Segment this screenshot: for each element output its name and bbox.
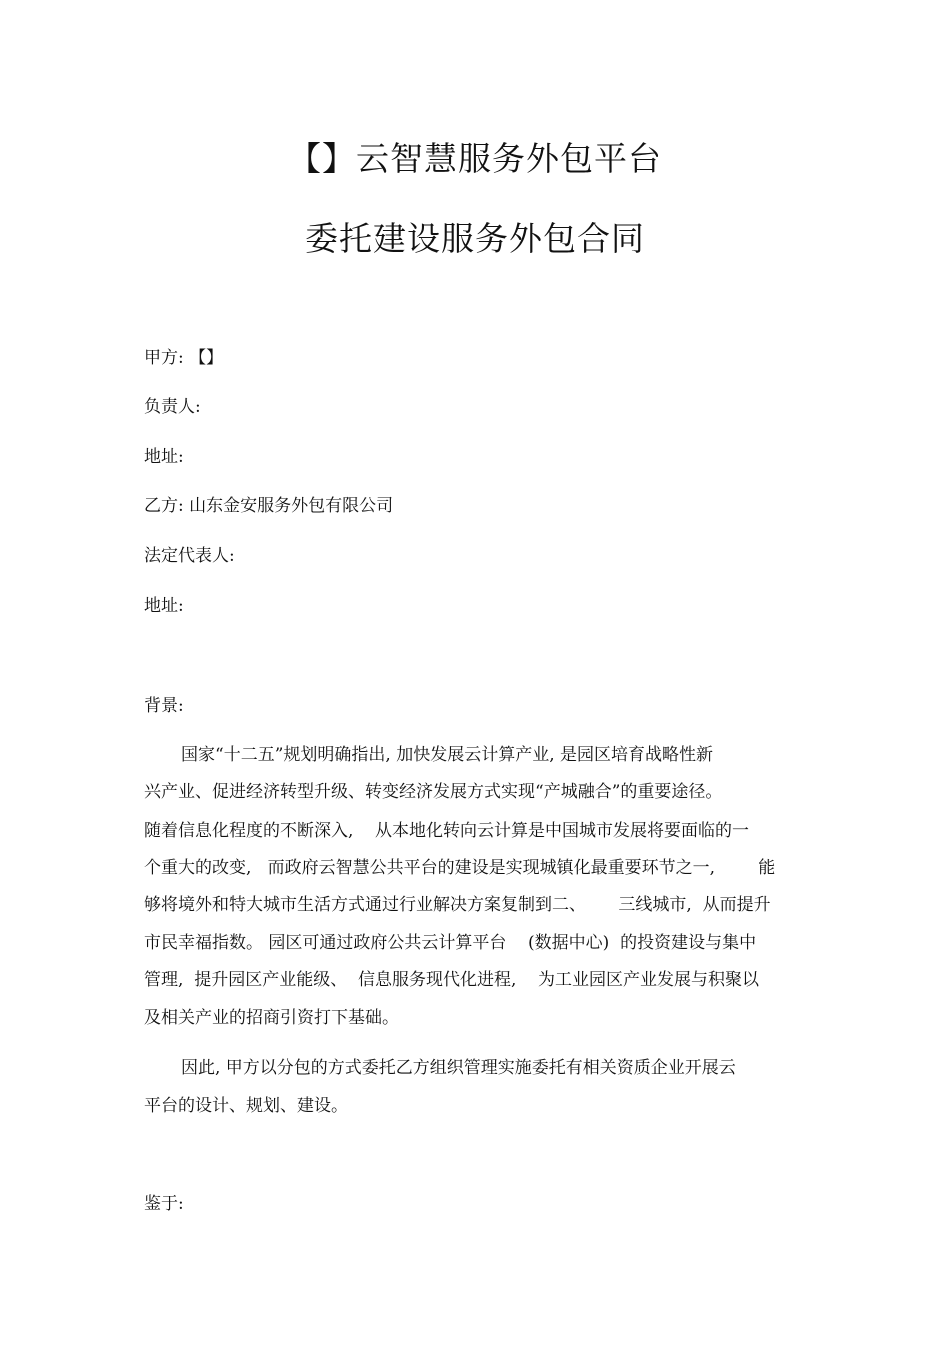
background-paragraph-line: 管理, 提升园区产业能级、 信息服务现代化进程, 为工业园区产业发展与积聚以 <box>144 970 760 990</box>
contract-title-line-2: 委托建设服务外包合同 <box>305 219 645 258</box>
contract-title-line-1: 【】云智慧服务外包平台 <box>288 139 662 178</box>
party-b-legal-rep-field: 法定代表人: <box>144 546 235 566</box>
background-paragraph-line: 个重大的改变, 而政府云智慧公共平台的建设是实现城镇化最重要环节之一, 能 <box>144 858 776 878</box>
background-paragraph-line: 够将境外和特大城市生活方式通过行业解决方案复制到二、 三线城市, 从而提升 <box>144 895 771 915</box>
party-b-field: 乙方: 山东金安服务外包有限公司 <box>144 496 394 516</box>
background-paragraph-line: 国家“十二五”规划明确指出, 加快发展云计算产业, 是园区培育战略性新 <box>181 745 713 765</box>
party-a-field: 甲方: 【】 <box>144 348 224 368</box>
background-paragraph-line: 及相关产业的招商引资打下基础。 <box>144 1008 399 1028</box>
background-paragraph-line: 随着信息化程度的不断深入, 从本地化转向云计算是中国城市发展将要面临的一 <box>144 821 750 841</box>
whereas-heading: 鉴于: <box>144 1194 184 1214</box>
background-paragraph-line: 兴产业、促进经济转型升级、转变经济发展方式实现“产城融合”的重要途径。 <box>144 782 723 802</box>
party-a-responsible-field: 负责人: <box>144 397 201 417</box>
party-a-address-field: 地址: <box>144 447 184 467</box>
party-b-address-field: 地址: <box>144 596 184 616</box>
background-paragraph-line: 市民幸福指数。 园区可通过政府公共云计算平台 (数据中心) 的投资建设与集中 <box>144 933 757 953</box>
therefore-paragraph-line: 因此, 甲方以分包的方式委托乙方组织管理实施委托有相关资质企业开展云 <box>181 1058 736 1078</box>
background-heading: 背景: <box>144 696 184 716</box>
therefore-paragraph-line: 平台的设计、规划、建设。 <box>144 1096 348 1116</box>
